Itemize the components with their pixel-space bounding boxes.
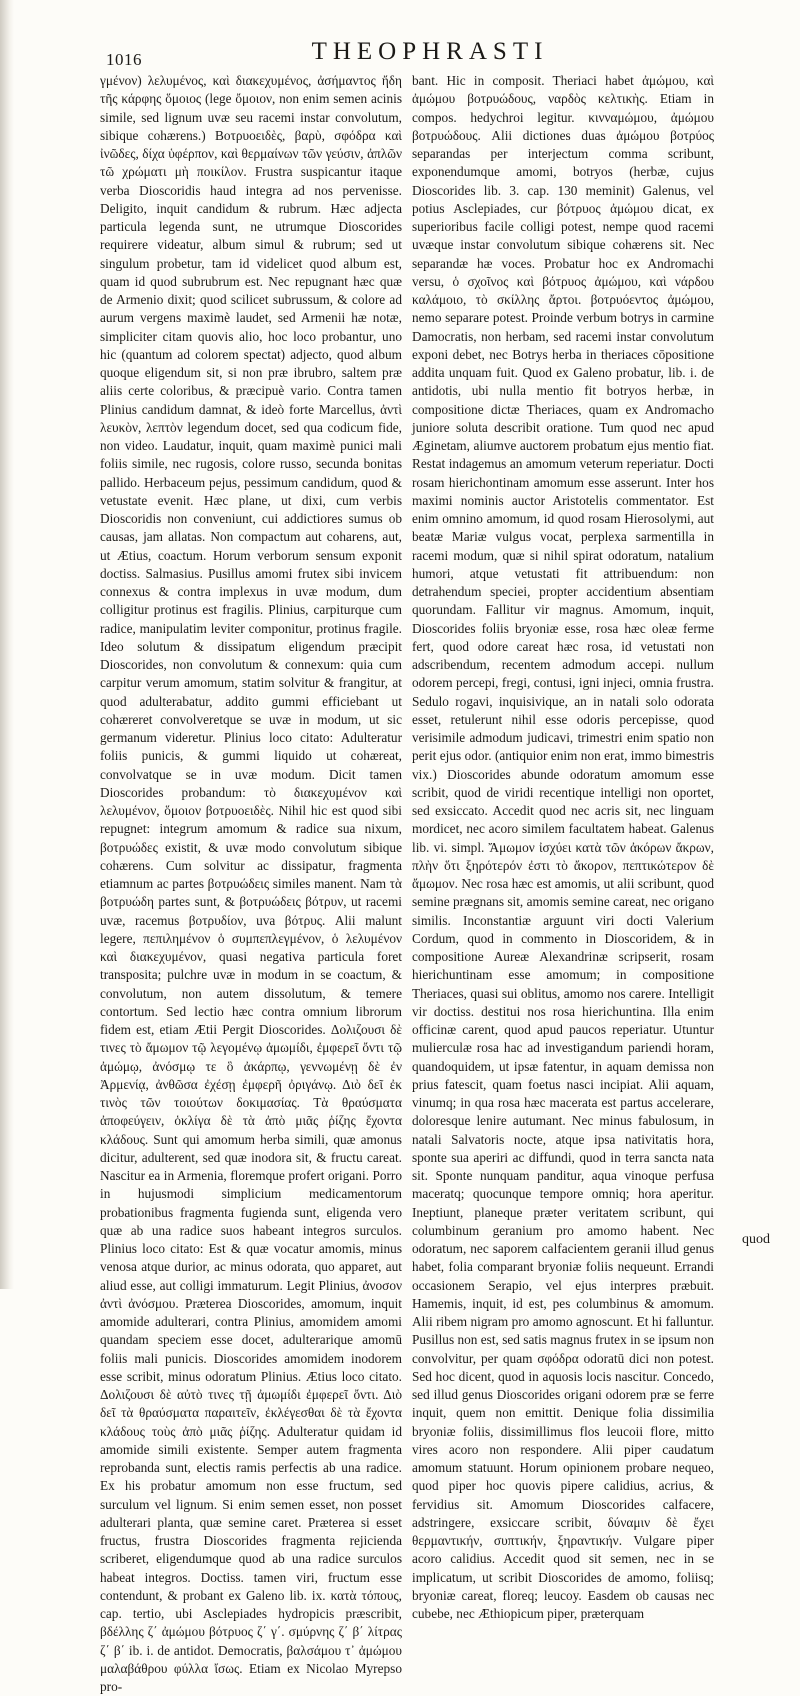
page-edge-shadow — [0, 0, 14, 1289]
text-column-right — [412, 72, 714, 1621]
column-text: γμένον) λελυμένος, καὶ διακεχυμένος, ἀσήμαντος ἤδη τῆς κάρφης ὅμοιος (lege ὄμοιον, non enim semen acinis simile, sed lignum uvæ seu racemi instar convolutum, sibique cohærens.) Βοτρυοειδὲς, βαρὺ, σφόδρα καὶ ἰνῶδες, δίχα ὑφέρπον, καὶ θερμαίνων τῶν γεύσιν, ἀπλῶν τῶ χρώματι μὴ ποικίλον. Frustra suspicantur itaque verba Dioscoridis haud integra ad nos pervenisse. Deligito, inquit candidum & rubrum. Hæc adjecta particula legenda sunt, ne utrumque Dioscorides requirere videatur, album simul & rubrum; sed ut singulum probetur, tam id videlicet quod album est, quam id quod subrubrum est. Nec repugnant hæc quæ de Armenio dixit; quod scilicet subrussum, & colore ad aurum vergens maximè laudet, sed Armenii hæ notæ, simpliciter citam quovis alio, hoc loco probantur, uno hic (quantum ad colorem spectat) adjecto, quod album quoque eligendum sit, si non præ ibrubro, saltem præ aliis certe coloribus, & præcipuè vario. Contra tamen Plinius candidum damnat, & ideò forte Marcellus, ἀντὶ λευκὸν, λεπτὸν legendum docet, sed qua codicum fide, non video. Laudatur, inquit, quam maximè punici mali foliis simile, nec rugosis, colore russo, secunda bonitas pallido. Herbaceum pejus, pessimum candidum, quod & vetustate evenit. Hæc plane, ut dixi, cum verbis Dioscoridis non conveniunt, cui addictiores sumus ob causas, jam allatas. Non compactum aut coharens, aut, ut Ætius, coactum. Horum verborum sensum exponit doctiss. Salmasius. Pusillus amomi frutex sibi invicem connexus & contra implexus in uvæ modum, dum colligitur protinus est fragilis. Plinius, carpiturque cum radice, manipulatim leviter componitur, protinus fragile. Ideo solutum & dissipatum eligendum præcipit Dioscorides, non convolutum & connexum: quia cum carpitur verum amomum, statim solvitur & frangitur, at quod adulterabatur, addito gummi efficiebant ut cohæreret convolveretque se uvæ in modum, ut sic germanum videretur. Plinius loco citato: Adulteratur foliis punicis, & gummi liquido ut cohæreat, convolvatque se in uvæ modum. Dicit tamen Dioscorides probandum: τὸ διακεχυμένον καὶ λελυμένον, ὅμοιον βοτρυοειδὲς. Nihil hic est quod sibi repugnet: integrum amomum & radice sua nixum, βοτρυώδες existit, & uvæ modo convolutum sibique cohærens. Cum solvitur ac dissipatur, fragmenta etiamnum ac partes βοτρυώδεις similes manent. Nam τὰ βοτρυώδη partes sunt, & βοτρυώδεις βότρυν, ut racemi uvæ, racemus βοτρυδίον, uva βότρυς. Alii malunt legere, πεπιλημένον ὁ συμπεπλεγμένον, ὁ λελυμένον καὶ διακεχυμένον, quasi negativa particula foret transposita; pulchre uvæ in modum in se coactum, & convolutum, non autem dissolutum, & temere contortum. Sed lectio hæc contra omnium librorum fidem est, etiam Ætii Pergit Dioscorides. Δολιζουσι δὲ τινες τὸ ἄμωμον τῷ λεγομένῳ ἀμωμίδι, ἐμφερεῖ ὄντι τῷ ἀμώμῳ, ἀνόσμῳ τε ὃ ἀκάρπῳ, γεννωμένῃ δὲ ἐν Ἀρμενίᾳ, ἀνθῶσα ἐχέσῃ ἐμφερῆ ὀριγάνῳ. Διὸ δεῖ ἐκ τινὸς τῶν τοιούτων δοκιμασίας. Τὰ θραύσματα ἀποφεύγειν, ὁκλίγα δὲ τὰ ἀπὸ μιᾶς ῥίζης ἔχοντα κλάδους. Sunt qui amomum herba simili, quæ amonus dicitur, adulterent, sed quæ inodora sit, & fructu careat. Nascitur ea in Armenia, floremque profert origani. Porro in hujusmodi simplicium medicamentorum probationibus fragmenta fugienda sunt, eligenda vero quæ ab una radice suos habeant integros surculos. Plinius loco citato: Est & quæ vocatur amomis, minus venosa atque durior, ac minus odorata, quo apparet, aut aliud esse, aut colligi immaturum. Legit Plinius, ἀνοσον ἀντὶ ἀνόσμου. Præterea Dioscorides, amomum, inquit amomide adulterari, contra Plinius, amomidem amomi quandam speciem esse docet, adulterarique amomū foliis mali punicis. Dioscorides amomidem inodorem esse scribit, minus odoratum Plinius. Ætius loco citato. Δολιζουσι δὲ αὐτὸ τινες τῇ ἀμωμίδι ἐμφερεῖ ὄντι. Διὸ δεῖ τὰ θραύσματα παραιτεῖν, ἐκλέγεσθαι δὲ τὰ ἔχοντα κλάδους τοὺς ἀπὸ μιᾶς ῥίζης. Adulteratur quidam id amomide simili existente. Semper autem fragmenta reprobanda sunt, electis ramis perfectis ab una radice. Ex his probatur amomum non esse fructum, sed surculum vel lignum. Si enim semen esset, non posset adulterari planta, quæ semine caret. Præterea si esset fructus, frustra Dioscorides fragmenta rejicienda scriberet, eligendumque quod ab una radice surculos habeat integros. Doctiss. tamen viri, fructum esse contendunt, & probant ex Galeno lib. ix. κατὰ τόπους, cap. tertio, ubi Asclepiades hydropicis præscribit, βδέλλης ζ΄ ἀμώμου βότρυος ζ΄ γ΄. σμύρνης ζ΄ β΄ λίτρας ζ΄ β΄ ib. i. de antidot. Democratis, βαλσάμου τ᾽ ἀμώμου μαλαβάθρου φύλλα ἴσως. Etiam ex Nicolao Myrepso pro- — [100, 73, 402, 1694]
running-head: THEOPHRASTI — [311, 38, 549, 65]
page-number: 1016 — [106, 50, 142, 69]
page-header — [100, 38, 760, 68]
column-text: bant. Hic in composit. Theriaci habet ἀμώμου, καὶ ἀμώμου βοτρυώδους, ναρδὸς κελτικὴς. Etiam in compos. hedychroi legitur. κινναμώμου, ἀμώμου βοτρυώδους. Alii dictiones duas ἀμώμου βοτρύος separandas per interjectum comma scribunt, exponendumque amomi, botryos (herbæ, cujus Dioscorides lib. 3. cap. 130 meminit) Galenus, vel potius Asclepiades, cur βότρυος ἀμώμου dicat, ex superioribus facile colligi potest, nempe quod racemi uvæque instar convolutum sibique cohærens sit. Nec separandæ hæ voces. Probatur hoc ex Andromachi versu, ὁ σχοῖνος καὶ βότρυος ἀμώμου, καὶ νάρδου καλάμοιο, τὸ σκίλλης ἄρτοι. βοτρυόεντος ἀμώμου, nemo separare potest. Proinde verbum botrys in carmine Damocratis, non herbam, sed racemi instar convolutum exponi debet, nec Botrys herba in theriaces cōpositione addita unquam fuit. Quod ex Galeno probatur, lib. i. de antidotis, ubi nulla mentio fit botryos herbæ, in compositione dictæ Theriaces, quam ex Andromacho juniore soluta describit oratione. Tum quod nec apud Æginetam, aliumve auctorem probatum ejus mentio fiat. Restat indagemus an amomum veterum reperiatur. Docti rosam hierichontinam amomum esse asserunt. Inter hos maximi nominis auctor Aristotelis commentator. Est enim omnino amomum, id quod rosam Hierosolymi, aut beatæ Mariæ vulgus vocat, perplexa sarmentilla in racemi modum, quæ si nihil spirat odoratum, natalium humori, atque vetustati fit attribuendum: non detrahendum speciei, propter accidentium absentiam quorundam. Fallitur vir magnus. Amomum, inquit, Dioscorides foliis bryoniæ esse, rosa hæc oleæ ferme fert, quod odore careat hæc rosa, id vetustati non adscribendum, recentem admodum accepi. nullum odorem percepi, fregi, contusi, igni injeci, omnia frustra. Sedulo rogavi, inquisivique, an in natali solo odorata esset, retulerunt nihil esse odoris percepisse, quod verisimile admodum judicavi, trimestri enim spatio non perit ejus odor. (antiquior enim non erat, immo bimestris vix.) Dioscorides abunde odoratum amomum esse scribit, quod de viridi recentique intelligi non oportet, sed exsiccato. Accedit quod nec acris sit, nec linguam mordicet, nec acoro similem facultatem habeat. Galenus lib. vi. simpl. Ἄμωμον ἰσχύει κατὰ τῶν ἀκόρων ἄκρων, πλὴν ὅτι ξηρότερόν ἐστι τὸ ἄκορον, πεπτικώτερον δὲ ἄμωμον. Nec rosa hæc est amomis, ut alii scribunt, quod semine prægnans sit, amomis semine careat, nec origano similis. Inconstantiæ arguunt viri docti Valerium Cordum, quod in commento in Dioscoridem, & in compositione Aureæ Alexandrinæ scripserit, rosam hierichuntinam esse amomum; in compositione Theriaces, quasi sui oblitus, amomo nos carere. Intelligit vir doctiss. destitui nos rosa hierichuntina. Illa enim officinæ carent, quod apud paucos reperiatur. Utuntur mulierculæ rosa hac ad investigandum pariendi horam, quandoquidem, ut ipsæ fatentur, in aquam demissa non prius fatescit, quam foetus nasci incipiat. Alii aquam, vinumq; in qua rosa hæc macerata est partus accelerare, doloresque lenire autumant. Nec minus fabulosum, in natali Salvatoris nocte, atque ipsa nativitatis hora, sponte sua aperiri ac diffundi, quod in terra sancta nata sit. Sponte nunquam panditur, aqua vinoque perfusa maceratq; quocunque tempore omniq; hora aperitur. Ineptiunt, planeque præter veritatem scribunt, qui columbinum geranium pro amomo habent. Nec odoratum, nec saporem calfacientem geranii illud genus habet, folia comparant bryoniæ foliis nequeunt. Errandi occasionem Serapio, vel ejus interpres præbuit. Hamemis, inquit, id est, pes columbinus & amomum. Alii ribem nigram pro amomo agnoscunt. Et hi falluntur. Pusillus non est, sed satis magnus frutex in se ipsum non convolvitur, per quam σφόδρα odoratū dici non potest. Sed hoc dicent, quod in aquosis locis nascitur. Concedo, sed illud genus Dioscorides origani odorem præ se ferre inquit, quem non emittit. Denique folia dissimilia bryoniæ foliis, dissimillimus flos leucoii flore, mitto vires acoro non respondere. Alii piper caudatum amomum statuunt. Horum opinionem probare nequeo, quod piper hoc quovis pipere calidius, acrius, & fervidius sit. Amomum Dioscorides calfacere, adstringere, exsiccare scribit, δύναμιν δὲ ἔχει θερμαντικήν, συπτικήν, ξηραντικήν. Vulgare piper acoro calidius. Accedit quod sit semen, nec in se implicatum, ut scribit Dioscorides de amomo, foliisq; bryoniæ careat, floreq; leucoy. Easdem ob causas nec cubebe, nec Æthiopicum piper, præterquam — [412, 73, 714, 1621]
catchword: quod — [742, 1232, 770, 1247]
text-column-left — [100, 72, 402, 1694]
